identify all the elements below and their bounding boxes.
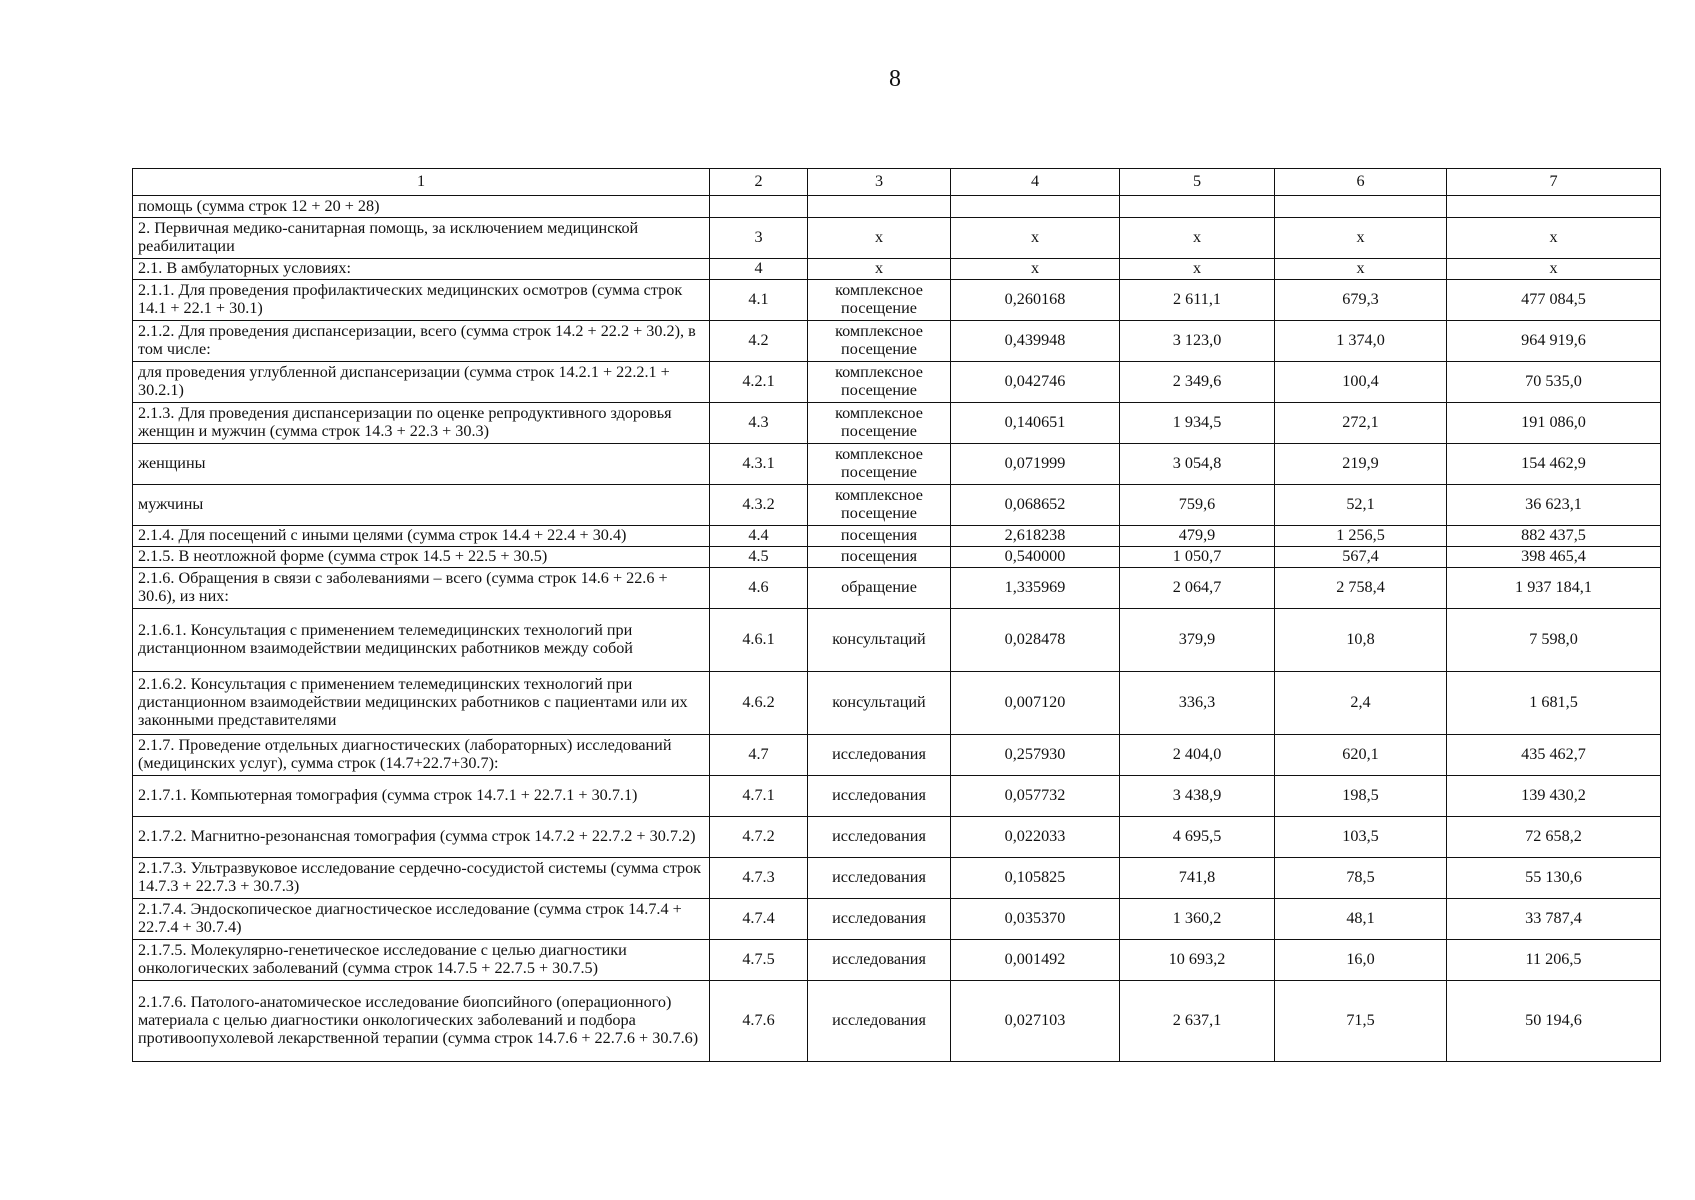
row-value-cell: комплексное посещение [808, 362, 951, 403]
row-value-cell: 479,9 [1120, 526, 1275, 547]
table-row [133, 568, 1661, 609]
row-value-cell: 0,140651 [951, 403, 1120, 444]
row-description-cell: 2.1.7.5. Молекулярно-генетическое исследование с целью диагностики онкологических заболеваний (сумма строк 14.7.5 + 22.7.5 + 30.7.5) [133, 940, 710, 981]
row-value-cell: 0,007120 [951, 672, 1120, 735]
table-row [133, 444, 1661, 485]
row-value-cell: 52,1 [1275, 485, 1447, 526]
row-value-cell: 55 130,6 [1447, 858, 1661, 899]
row-value-cell: исследования [808, 899, 951, 940]
row-value-cell: 567,4 [1275, 547, 1447, 568]
row-value-cell: x [1275, 218, 1447, 259]
row-value-cell [951, 196, 1120, 218]
row-value-cell: x [1275, 259, 1447, 280]
header-cell: 1 [133, 169, 710, 196]
row-description-cell: 2.1.6.2. Консультация с применением телемедицинских технологий при дистанционном взаимодействии медицинских работников с пациентами или их законными представителями [133, 672, 710, 735]
row-value-cell: 4.6.2 [710, 672, 808, 735]
row-value-cell: комплексное посещение [808, 403, 951, 444]
row-value-cell: 48,1 [1275, 899, 1447, 940]
row-value-cell [1447, 196, 1661, 218]
row-value-cell: 435 462,7 [1447, 735, 1661, 776]
table-row [133, 609, 1661, 672]
row-value-cell: 50 194,6 [1447, 981, 1661, 1062]
row-value-cell: комплексное посещение [808, 485, 951, 526]
row-description-cell: помощь (сумма строк 12 + 20 + 28) [133, 196, 710, 218]
header-cell: 5 [1120, 169, 1275, 196]
row-value-cell: 1,335969 [951, 568, 1120, 609]
row-value-cell: 0,027103 [951, 981, 1120, 1062]
table-row [133, 981, 1661, 1062]
row-value-cell: 4.5 [710, 547, 808, 568]
header-cell: 4 [951, 169, 1120, 196]
table-row [133, 735, 1661, 776]
row-value-cell: исследования [808, 735, 951, 776]
table-row [133, 403, 1661, 444]
row-value-cell: 72 658,2 [1447, 817, 1661, 858]
row-value-cell: 2 064,7 [1120, 568, 1275, 609]
row-description-cell: женщины [133, 444, 710, 485]
row-value-cell: 1 050,7 [1120, 547, 1275, 568]
row-value-cell: 154 462,9 [1447, 444, 1661, 485]
row-value-cell: 620,1 [1275, 735, 1447, 776]
row-value-cell: 4 695,5 [1120, 817, 1275, 858]
row-value-cell: 0,260168 [951, 280, 1120, 321]
row-value-cell: 0,540000 [951, 547, 1120, 568]
row-value-cell [1275, 196, 1447, 218]
row-value-cell: 759,6 [1120, 485, 1275, 526]
row-value-cell: 3 [710, 218, 808, 259]
row-value-cell: 7 598,0 [1447, 609, 1661, 672]
row-value-cell: 2 404,0 [1120, 735, 1275, 776]
table-row [133, 940, 1661, 981]
row-value-cell: 379,9 [1120, 609, 1275, 672]
row-value-cell: x [951, 259, 1120, 280]
row-value-cell: 33 787,4 [1447, 899, 1661, 940]
row-value-cell: 16,0 [1275, 940, 1447, 981]
row-value-cell: x [1447, 259, 1661, 280]
row-value-cell: 4.2.1 [710, 362, 808, 403]
row-value-cell: 219,9 [1275, 444, 1447, 485]
row-description-cell: 2.1.7.2. Магнитно-резонансная томография (сумма строк 14.7.2 + 22.7.2 + 30.7.2) [133, 817, 710, 858]
table-row [133, 672, 1661, 735]
row-description-cell: 2.1.7.6. Патолого-анатомическое исследование биопсийного (операционного) материала с целью диагностики онкологических заболеваний и подбора противоопухолевой лекарственной терапии (сумма строк 14.7.6 + 22.7.6 + 30.7.6) [133, 981, 710, 1062]
row-value-cell: 10,8 [1275, 609, 1447, 672]
row-value-cell: 78,5 [1275, 858, 1447, 899]
row-value-cell: 0,022033 [951, 817, 1120, 858]
table-row [133, 218, 1661, 259]
row-value-cell: комплексное посещение [808, 280, 951, 321]
row-value-cell: 4.6.1 [710, 609, 808, 672]
row-value-cell [808, 196, 951, 218]
row-value-cell: 1 934,5 [1120, 403, 1275, 444]
row-value-cell: 4.3.1 [710, 444, 808, 485]
row-value-cell: 1 937 184,1 [1447, 568, 1661, 609]
row-value-cell: исследования [808, 940, 951, 981]
row-description-cell: 2.1.7.3. Ультразвуковое исследование сердечно-сосудистой системы (сумма строк 14.7.3 + 22.7.3 + 30.7.3) [133, 858, 710, 899]
row-value-cell: исследования [808, 776, 951, 817]
row-description-cell: 2. Первичная медико-санитарная помощь, за исключением медицинской реабилитации [133, 218, 710, 259]
row-value-cell: 679,3 [1275, 280, 1447, 321]
row-value-cell: 477 084,5 [1447, 280, 1661, 321]
row-value-cell: 0,071999 [951, 444, 1120, 485]
row-value-cell: x [951, 218, 1120, 259]
row-value-cell: 0,035370 [951, 899, 1120, 940]
table-row [133, 526, 1661, 547]
row-value-cell: 4.7 [710, 735, 808, 776]
table-row [133, 362, 1661, 403]
row-value-cell [1120, 196, 1275, 218]
table-row [133, 280, 1661, 321]
data-table-container [132, 168, 1660, 1062]
row-value-cell: 4.7.6 [710, 981, 808, 1062]
row-value-cell: 0,439948 [951, 321, 1120, 362]
row-value-cell: 0,068652 [951, 485, 1120, 526]
page-number: 8 [889, 66, 901, 92]
row-description-cell: 2.1.2. Для проведения диспансеризации, всего (сумма строк 14.2 + 22.2 + 30.2), в том числе: [133, 321, 710, 362]
row-value-cell: 1 256,5 [1275, 526, 1447, 547]
row-description-cell: 2.1.7. Проведение отдельных диагностических (лабораторных) исследований (медицинских услуг), сумма строк (14.7+22.7+30.7): [133, 735, 710, 776]
row-value-cell: 4.7.1 [710, 776, 808, 817]
row-value-cell: 398 465,4 [1447, 547, 1661, 568]
table-row [133, 259, 1661, 280]
row-value-cell: 0,257930 [951, 735, 1120, 776]
row-value-cell: 3 054,8 [1120, 444, 1275, 485]
row-description-cell: 2.1.7.1. Компьютерная томография (сумма строк 14.7.1 + 22.7.1 + 30.7.1) [133, 776, 710, 817]
row-description-cell: 2.1.6. Обращения в связи с заболеваниями – всего (сумма строк 14.6 + 22.6 + 30.6), из них: [133, 568, 710, 609]
row-value-cell: 3 123,0 [1120, 321, 1275, 362]
table-row [133, 817, 1661, 858]
row-value-cell: 741,8 [1120, 858, 1275, 899]
row-value-cell: x [808, 259, 951, 280]
row-description-cell: 2.1.4. Для посещений с иными целями (сумма строк 14.4 + 22.4 + 30.4) [133, 526, 710, 547]
row-value-cell: 100,4 [1275, 362, 1447, 403]
row-description-cell: мужчины [133, 485, 710, 526]
row-value-cell: 70 535,0 [1447, 362, 1661, 403]
table-row [133, 547, 1661, 568]
row-value-cell: 1 681,5 [1447, 672, 1661, 735]
row-value-cell: 4.6 [710, 568, 808, 609]
row-description-cell: для проведения углубленной диспансеризации (сумма строк 14.2.1 + 22.2.1 + 30.2.1) [133, 362, 710, 403]
row-value-cell: 4.4 [710, 526, 808, 547]
row-value-cell: 272,1 [1275, 403, 1447, 444]
row-value-cell: 0,105825 [951, 858, 1120, 899]
row-value-cell: 4.1 [710, 280, 808, 321]
row-value-cell: 4 [710, 259, 808, 280]
row-value-cell: x [808, 218, 951, 259]
table-row [133, 485, 1661, 526]
header-cell: 3 [808, 169, 951, 196]
header-cell: 6 [1275, 169, 1447, 196]
row-value-cell: 1 360,2 [1120, 899, 1275, 940]
header-cell: 7 [1447, 169, 1661, 196]
row-value-cell: посещения [808, 526, 951, 547]
row-value-cell: 191 086,0 [1447, 403, 1661, 444]
row-description-cell: 2.1.6.1. Консультация с применением телемедицинских технологий при дистанционном взаимодействии медицинских работников между собой [133, 609, 710, 672]
row-value-cell: исследования [808, 981, 951, 1062]
table-row [133, 776, 1661, 817]
row-description-cell: 2.1.1. Для проведения профилактических медицинских осмотров (сумма строк 14.1 + 22.1 + 30.1) [133, 280, 710, 321]
row-value-cell: 4.7.2 [710, 817, 808, 858]
row-value-cell: 3 438,9 [1120, 776, 1275, 817]
row-value-cell: 2,4 [1275, 672, 1447, 735]
row-value-cell: исследования [808, 858, 951, 899]
header-cell: 2 [710, 169, 808, 196]
row-description-cell: 2.1. В амбулаторных условиях: [133, 259, 710, 280]
row-value-cell: 2 349,6 [1120, 362, 1275, 403]
row-value-cell: x [1120, 218, 1275, 259]
row-value-cell: 964 919,6 [1447, 321, 1661, 362]
row-value-cell: 71,5 [1275, 981, 1447, 1062]
table-row [133, 899, 1661, 940]
row-value-cell: посещения [808, 547, 951, 568]
table-row [133, 196, 1661, 218]
table-body [133, 196, 1661, 1062]
row-value-cell [710, 196, 808, 218]
row-description-cell: 2.1.5. В неотложной форме (сумма строк 14.5 + 22.5 + 30.5) [133, 547, 710, 568]
row-value-cell: 4.7.4 [710, 899, 808, 940]
row-value-cell: 2,618238 [951, 526, 1120, 547]
row-value-cell: исследования [808, 817, 951, 858]
row-value-cell: 2 611,1 [1120, 280, 1275, 321]
row-value-cell: 4.3.2 [710, 485, 808, 526]
row-value-cell: 4.7.5 [710, 940, 808, 981]
row-value-cell: 336,3 [1120, 672, 1275, 735]
row-value-cell: 10 693,2 [1120, 940, 1275, 981]
row-value-cell: 198,5 [1275, 776, 1447, 817]
row-value-cell: комплексное посещение [808, 321, 951, 362]
row-description-cell: 2.1.7.4. Эндоскопическое диагностическое исследование (сумма строк 14.7.4 + 22.7.4 + 30.7.4) [133, 899, 710, 940]
data-table [132, 168, 1661, 1062]
row-value-cell: 0,028478 [951, 609, 1120, 672]
row-value-cell: консультаций [808, 672, 951, 735]
row-value-cell: 1 374,0 [1275, 321, 1447, 362]
row-value-cell: x [1447, 218, 1661, 259]
row-value-cell: 0,042746 [951, 362, 1120, 403]
table-header-row [133, 169, 1661, 196]
row-value-cell: 882 437,5 [1447, 526, 1661, 547]
row-value-cell: x [1120, 259, 1275, 280]
row-value-cell: 2 637,1 [1120, 981, 1275, 1062]
row-value-cell: консультаций [808, 609, 951, 672]
row-value-cell: 4.7.3 [710, 858, 808, 899]
row-value-cell: 139 430,2 [1447, 776, 1661, 817]
row-value-cell: 0,001492 [951, 940, 1120, 981]
row-value-cell: обращение [808, 568, 951, 609]
table-row [133, 858, 1661, 899]
row-value-cell: 4.2 [710, 321, 808, 362]
table-row [133, 321, 1661, 362]
row-description-cell: 2.1.3. Для проведения диспансеризации по оценке репродуктивного здоровья женщин и мужчин (сумма строк 14.3 + 22.3 + 30.3) [133, 403, 710, 444]
row-value-cell: 0,057732 [951, 776, 1120, 817]
row-value-cell: 11 206,5 [1447, 940, 1661, 981]
row-value-cell: 103,5 [1275, 817, 1447, 858]
row-value-cell: комплексное посещение [808, 444, 951, 485]
row-value-cell: 4.3 [710, 403, 808, 444]
row-value-cell: 36 623,1 [1447, 485, 1661, 526]
row-value-cell: 2 758,4 [1275, 568, 1447, 609]
